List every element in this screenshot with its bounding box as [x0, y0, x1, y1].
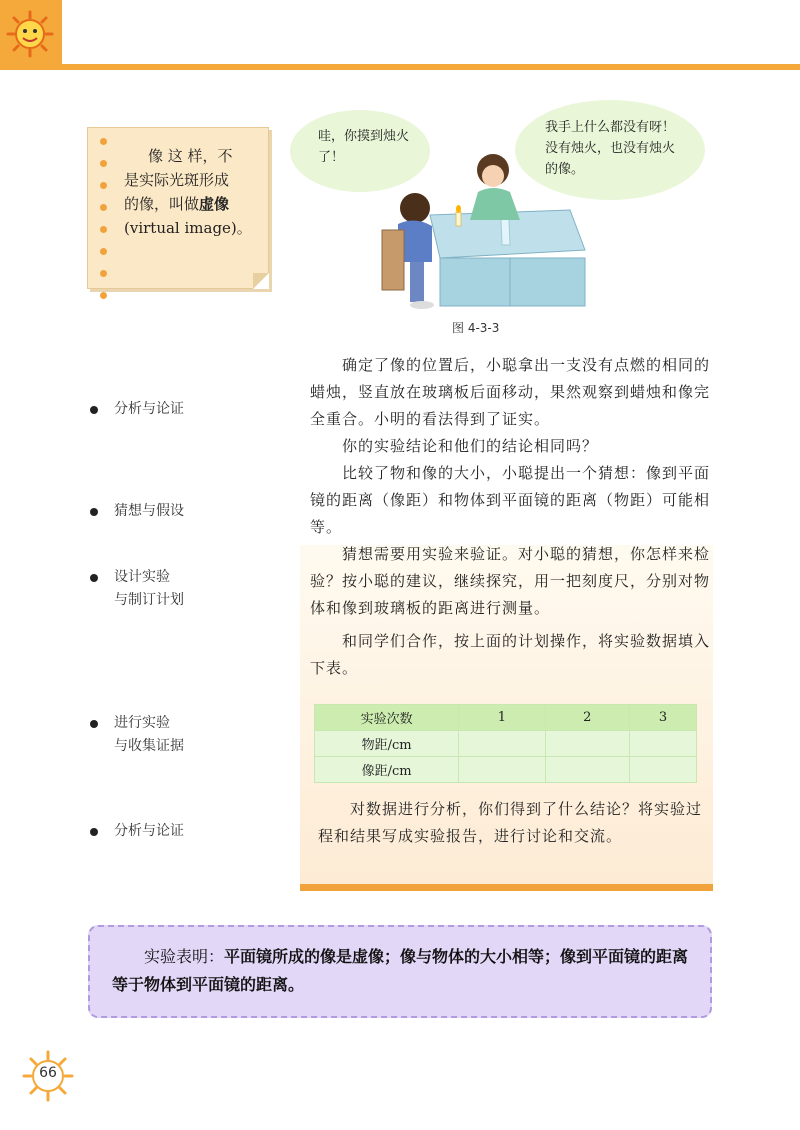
table-header-cell: 1 [459, 705, 545, 731]
students-at-desk-illustration [370, 140, 590, 315]
table-cell [545, 757, 629, 783]
note-text: 像 这 样，不 是实际光斑形成 的像，叫做虚像 (virtual image)。 [124, 147, 252, 237]
bullet-icon [90, 828, 98, 836]
page-fold [253, 273, 269, 289]
data-table [314, 704, 697, 783]
paragraph-1: 确定了像的位置后，小聪拿出一支没有点燃的相同的蜡烛，竖直放在玻璃板后面移动，果然观察到蜡烛和像完全重合。小明的看法得到了证实。 [310, 356, 711, 428]
paragraph-2: 你的实验结论和他们的结论相同吗？ [342, 437, 599, 455]
sun-face-icon [6, 10, 54, 58]
table-cell [545, 731, 629, 757]
speech-bubble-right: 我手上什么都没有呀！没有烛火，也没有烛火的像。 [515, 100, 705, 200]
table-cell: 像距/cm [315, 757, 459, 783]
table-cell: 物距/cm [315, 731, 459, 757]
header-bar [62, 64, 800, 70]
figure-caption: 图 4-3-3 [452, 321, 500, 335]
table-cell [459, 731, 545, 757]
bullet-icon [90, 720, 98, 728]
table-cell [629, 757, 696, 783]
table-header-row [315, 705, 697, 731]
paragraph-6: 对数据进行分析，你们得到了什么结论？将实验过程和结果写成实验报告，进行讨论和交流。 [318, 800, 703, 845]
bullet-icon [90, 508, 98, 516]
paragraph-4: 猜想需要用实验来验证。对小聪的猜想，你怎样来检验？按小聪的建议，继续探究，用一把刻度尺，分别对物体和像到玻璃板的距离进行测量。 [310, 545, 711, 617]
conclusion-text: 实验表明：平面镜所成的像是虚像；像与物体的大小相等；像到平面镜的距离等于物体到平面镜的距离。 [112, 947, 689, 994]
header-corner [0, 0, 62, 70]
note-dots [100, 138, 107, 314]
conclusion-box [88, 925, 712, 1018]
figure-illustration [280, 100, 720, 320]
term-virtual-image: 虚像 [199, 195, 230, 213]
panel-bottom-bar [300, 884, 713, 891]
page-number: 66 [39, 1065, 57, 1081]
table-row [315, 731, 697, 757]
table-header-cell: 2 [545, 705, 629, 731]
definition-note [87, 127, 269, 289]
paragraph-3: 比较了物和像的大小，小聪提出一个猜想：像到平面镜的距离（像距）和物体到平面镜的距离（物距）可能相等。 [310, 464, 711, 536]
table-header-cell: 实验次数 [315, 705, 459, 731]
bullet-icon [90, 406, 98, 414]
bullet-icon [90, 574, 98, 582]
paragraph-5: 和同学们合作，按上面的计划操作，将实验数据填入下表。 [310, 632, 711, 677]
table-header-cell: 3 [629, 705, 696, 731]
page-number-badge [22, 1050, 74, 1102]
table-cell [459, 757, 545, 783]
table-cell [629, 731, 696, 757]
speech-bubble-left: 哇，你摸到烛火了！ [290, 110, 430, 192]
table-row [315, 757, 697, 783]
